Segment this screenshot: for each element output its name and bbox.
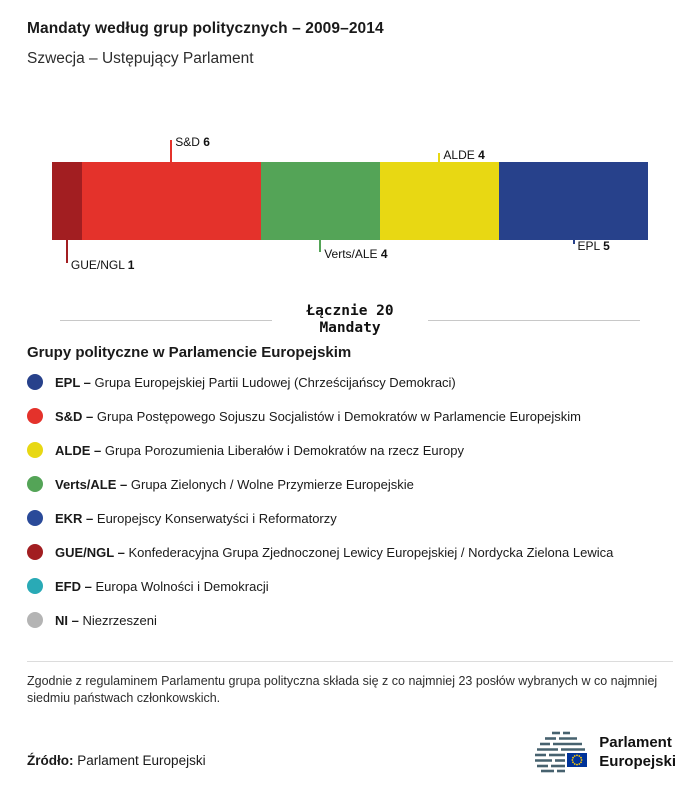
- footnote-divider: [27, 661, 673, 662]
- total-row: [60, 303, 640, 337]
- legend-dot-alde: [27, 442, 43, 458]
- legend-label-gue-ngl: GUE/NGL – Konfederacyjna Grupa Zjednoczonej Lewicy Europejskiej / Nordycka Zielona Lewica: [55, 544, 614, 560]
- legend-label-efd: EFD – Europa Wolności i Demokracji: [55, 578, 269, 594]
- ep-logo-line1: Parlament: [599, 734, 672, 751]
- legend-dot-gue-ngl: [27, 544, 43, 560]
- total-unit-label: Mandaty: [319, 320, 381, 336]
- callout-tick-alde: [438, 153, 440, 162]
- callout-tick-epl: [573, 240, 575, 244]
- stacked-bar: [52, 162, 648, 240]
- legend-label-ekr: EKR – Europejscy Konserwatyści i Reformatorzy: [55, 510, 337, 526]
- ep-logo: [532, 729, 676, 775]
- legend-dot-ekr: [27, 510, 43, 526]
- legend-item-verts-ale: [27, 467, 673, 501]
- legend-item-epl: [27, 365, 673, 399]
- total-count-label: Łącznie 20: [306, 303, 394, 319]
- legend-item-ekr: [27, 501, 673, 535]
- legend-dot-efd: [27, 578, 43, 594]
- bar-segment-s-d: [82, 162, 261, 240]
- legend-label-verts-ale: Verts/ALE – Grupa Zielonych / Wolne Przymierze Europejskie: [55, 476, 414, 492]
- page-subtitle: Szwecja – Ustępujący Parlament: [27, 50, 254, 67]
- legend-label-ni: NI – Niezrzeszeni: [55, 612, 157, 628]
- bar-value-label-gue-ngl: GUE/NGL 1: [70, 258, 135, 272]
- bar-value-label-verts-ale: Verts/ALE 4: [324, 247, 388, 261]
- legend-item-ni: [27, 603, 673, 637]
- bar-segment-epl: [499, 162, 648, 240]
- legend-item-s-d: [27, 399, 673, 433]
- source-label: Źródło:: [27, 753, 74, 768]
- legend-item-alde: [27, 433, 673, 467]
- ep-hemicycle-icon: [532, 729, 590, 775]
- legend-dot-verts-ale: [27, 476, 43, 492]
- footnote: Zgodnie z regulaminem Parlamentu grupa polityczna składa się z co najmniej 23 posłów wybranych w co najmniej siedmiu państwach członkowskich.: [27, 674, 658, 705]
- callout-tick-verts-ale: [319, 240, 321, 252]
- legend-label-epl: EPL – Grupa Europejskiej Partii Ludowej (Chrześcijańscy Demokraci): [55, 374, 456, 390]
- bar-segment-alde: [380, 162, 499, 240]
- total-block: [272, 303, 427, 337]
- callout-tick-s-d: [170, 140, 172, 162]
- source-value: Parlament Europejski: [77, 753, 206, 768]
- legend-list: [27, 365, 673, 637]
- bar-segment-gue-ngl: [52, 162, 82, 240]
- legend-item-gue-ngl: [27, 535, 673, 569]
- total-divider-right: [428, 320, 640, 321]
- bar-value-label-s-d: S&D 6: [175, 135, 210, 149]
- seats-chart: [52, 135, 648, 272]
- bar-value-label-epl: EPL 5: [577, 239, 610, 253]
- legend-item-efd: [27, 569, 673, 603]
- legend-dot-epl: [27, 374, 43, 390]
- page-title: Mandaty według grup politycznych – 2009–2014: [27, 20, 384, 37]
- legend-heading: Grupy polityczne w Parlamencie Europejskim: [27, 344, 352, 361]
- legend-dot-s-d: [27, 408, 43, 424]
- legend-label-alde: ALDE – Grupa Porozumienia Liberałów i Demokratów na rzecz Europy: [55, 442, 464, 458]
- bar-value-label-alde: ALDE 4: [443, 148, 485, 162]
- bar-segment-verts-ale: [261, 162, 380, 240]
- callout-tick-gue-ngl: [66, 240, 68, 263]
- ep-logo-wordmark: [599, 733, 676, 771]
- legend-dot-ni: [27, 612, 43, 628]
- ep-logo-line2: Europejski: [599, 753, 676, 770]
- legend-label-s-d: S&D – Grupa Postępowego Sojuszu Socjalistów i Demokratów w Parlamencie Europejskim: [55, 408, 582, 424]
- source-line: [27, 753, 206, 768]
- total-divider-left: [60, 320, 272, 321]
